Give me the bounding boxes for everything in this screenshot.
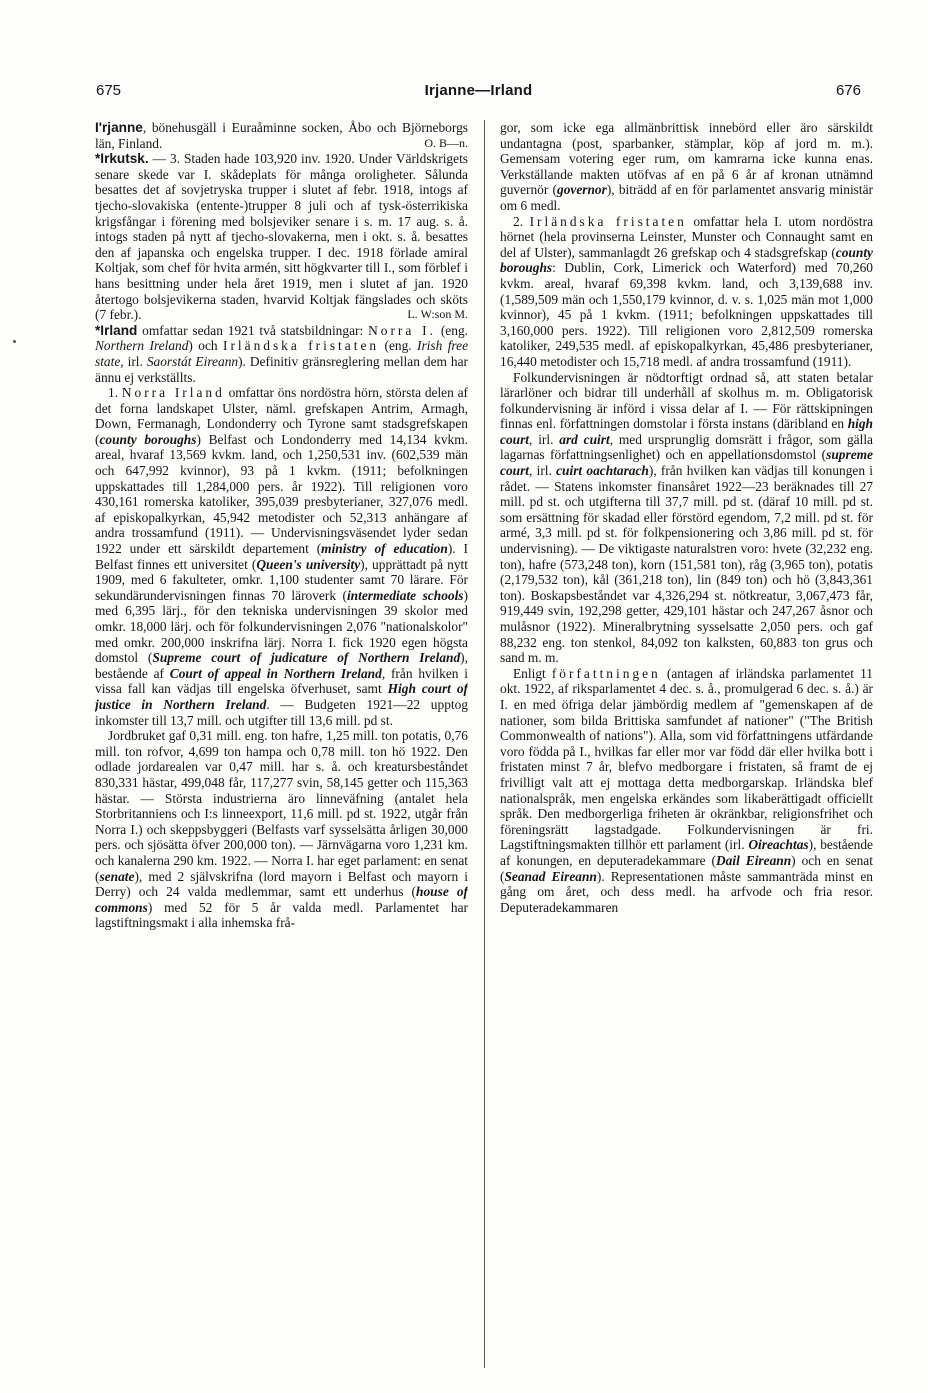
margin-speck: [13, 340, 16, 343]
spaced-term: författningen: [551, 665, 661, 681]
italic-term: Dail Eireann: [716, 852, 792, 868]
headword-irland: *Irland: [95, 322, 138, 338]
entry-text: Jordbruket gaf 0,31 mill. eng. ton hafre, 1,25 mill. ton potatis, 0,76 mill. ton rofvor, 4,699 ton hampa och 0,78 mill. ton hö 1922. Den odlade jordarealen var 0,47 mill. har s. å. och kreatursbeståndet 830,331 hästar, 499,048 får, 117,277 svin, 58,145 getter och 115,363 hästar. — Största industrierna äro linneväfning (antalet hela Storbritanniens och I:s linneexport, 11,6 mill. pd st. 1922, utgår från Norra I.) och skeppsbyggeri (Belfasts varf sysselsätta årligen 30,000 pers. och sjösätta öfver 200,000 ton). — Järnvägarna voro 1,231 km. och kanalerna 290 km. 1922. — Norra I. har eget parlament: en senat (: [95, 728, 468, 884]
entry-text: ) Belfast och Londonderry med 14,134 kvkm. areal, hvaraf 13,569 kvkm. land, och 1,250,531 inv. (602,539 män och 647,992 kvinnor), 93 på 1 kvkm. (1911; befolkningen uppskattades till 1,284,000 pers. år 1922). Till religionen voro 430,161 romerska katoliker, 395,039 presbyterianer, 327,076 medl. af episkopalkyrkan, 45,942 metodister och 52,313 anhängare af andra trossamfund (1911). — Undervisningsväsendet lyder sedan 1922 under ett särskildt departement (: [95, 431, 468, 557]
author-signature: L. W:son M.: [407, 307, 468, 322]
italic-term: intermediate schools: [346, 587, 464, 603]
headword-irkutsk: *Irkutsk.: [95, 151, 149, 167]
italic-term: Northern Ireland: [95, 338, 189, 354]
paragraph-norra-irland: [95, 385, 468, 728]
column-rule: [484, 120, 485, 1368]
entry-text: ). Definitiv gränsreglering mellan dem har ännu ej verkställts.: [95, 353, 468, 385]
entry-text: ) och: [188, 338, 223, 354]
italic-term: Saorstát Eireann: [146, 353, 239, 369]
entry-text: (eng.: [435, 322, 468, 338]
entry-text: (eng.: [379, 338, 418, 354]
italic-term: Court of appeal in Northern Ireland: [169, 665, 382, 681]
entry-text: ), bestående af: [95, 650, 468, 681]
entry-text: , med ursprunglig domsrätt i frågor, som gälla lagarnas författningsenlighet) och en appellationsdomstol (: [500, 431, 873, 463]
italic-term: high court: [500, 416, 873, 447]
entry-text: ), bestående af konungen, en deputeradekammare (: [500, 837, 873, 868]
paragraph-folkundervisning: [500, 370, 873, 666]
entry-text: ), från hvilken kan vädjas till konungen i rådet. — Statens inkomster finansåret 1922—23 beräknades till 27 mill. pd st. och utgifterna till 37,7 mill. pd st. (däraf 10 mill. pd st. som ersättning för skadad eller förstörd egendom, 7,2 mill. pd st. för armé, 3,3 mill. pd st. för folkpensionering och 3,86 mill. pd st. för undervisning). — De viktigaste naturalstren voro: hvete (32,232 eng. ton), hafre (573,248 ton), korn (151,581 ton), råg (3,965 ton), potatis (2,179,532 ton), kål (361,218 ton), lin (849 ton) och hö (3,843,361 ton). Boskapsbeståndet var 4,326,294 st. nötkreatur, 3,067,473 får, 919,449 svin, 192,298 getter, 429,101 hästar och 247,267 åsnor och mulåsnor (1922). Mineralbrytning sysselsatte 2,050 pers. och gaf 88,232 eng. ton stenkol, 84,092 ton kalksten, 60,883 ton grus och sand m. m.: [500, 463, 873, 666]
entry-text: , irl.: [529, 431, 560, 447]
entry-text: . — Budgeten 1921—22 upptog inkomster till 13,7 mill. och utgifter till 13,6 mill. pd st.: [95, 696, 468, 728]
right-column: [500, 120, 873, 1370]
italic-term: Seanad Eireann: [504, 868, 597, 884]
italic-term: cuirt oachtarach: [556, 463, 649, 479]
entry-text: , irl.: [529, 463, 557, 479]
spaced-term: Norra Irland: [121, 385, 225, 401]
italic-term: house of commons: [95, 884, 468, 915]
page-number-right: 676: [835, 82, 861, 99]
entry-text: ), upprättadt på nytt 1909, med 6 fakulteter, omkr. 1,100 studenter samt 70 lärare. För sekundärundervisningen finnas 70 läroverk (: [95, 556, 468, 603]
page-number-left: 675: [96, 82, 122, 99]
italic-term: senate: [99, 868, 135, 884]
entry-text: (antagen af irländska parlamentet 11 okt. 1922, af riksparlamentet 4 dec. s. å., promulgerad 6 dec. s. å.) är I. en med öfriga delar jämbördig medlem af "gemenskapen af de nationer, som bilda Brittiska samfundet af nationer" ("The British Commonwealth of nations"). Alla, som vid författningens utfärdande voro födda på I., hvilkas far eller mor var född där eller hvilka bott i fristaten minst 7 år, blefvo medborgare i fristaten, så framt de ej frivilligt valt att ej mottaga detta medborgarskap. Irländska blef nationalspråk, men engelska erkändes som likaberättigadt officiellt språk. Den medborgerliga friheten är okränkbar, religionsfrihet och föreningsrätt lagstadgade. Folkundervisningen är fri. Lagstiftningsmakten tillhör ett parlament (irl.: [500, 665, 873, 853]
entry-text: Folkundervisningen är nödtorftigt ordnad så, att staten betalar lärarlöner och bidrar till underhåll af skolhus m. m. Obligatorisk folkundervisning är införd i vissa delar af I. — För rättskipningen finnas enl. författningen domstolar i första instans (däribland en: [500, 369, 873, 432]
entry-irkutsk: [95, 151, 468, 323]
entry-irland: [95, 323, 468, 385]
italic-term: Supreme court of judicature of Northern Ireland: [152, 650, 461, 666]
paragraph-jordbruket: [95, 728, 468, 931]
entry-text: ). I Belfast finnes ett universitet (: [95, 541, 468, 572]
entry-text: omfattar sedan 1921 två statsbildningar:: [137, 322, 369, 338]
left-column: [95, 120, 468, 1370]
italic-term: county boroughs: [99, 431, 197, 447]
entry-irjanne: [95, 120, 468, 151]
entry-text: ) och en senat (: [500, 852, 873, 884]
italic-term: supreme court: [500, 447, 873, 479]
paragraph-fristaten: [500, 214, 873, 370]
italic-term: governor: [557, 182, 607, 198]
entry-text: Enligt: [513, 665, 552, 681]
entry-text: ), med 2 självskrifna (lord mayorn i Belfast och mayorn i Derry) och 24 valda medlemmar, samt ett underhus (: [95, 868, 468, 900]
italic-term: High court of justice in Northern Ireland: [95, 681, 468, 712]
spaced-term: Norra I.: [368, 322, 436, 338]
italic-term: Irish free state: [95, 338, 468, 369]
author-signature: O. B—n.: [424, 135, 468, 150]
entry-text: , irl.: [120, 353, 147, 369]
page-header: [96, 82, 861, 106]
entry-text: omfattar hela I. utom nordöstra hörnet (hela provinserna Leinster, Munster och Connaught samt en del af Ulster), sammanlagdt 26 grefskap och 4 stadsgrefskap (: [500, 213, 873, 260]
italic-term: Queen's university: [256, 556, 361, 572]
entry-text: , från hvilken i vissa fall kan vädjas till engelska öfverhuset, samt: [95, 665, 468, 697]
section-number: 2.: [513, 213, 530, 229]
running-title: Irjanne—Irland: [424, 82, 533, 99]
italic-term: ard cuirt: [559, 431, 610, 447]
paragraph-continuation: [500, 120, 873, 214]
entry-text: omfattar öns nordöstra hörn, största delen af det forna landskapet Ulster, näml. grefskapen Antrim, Armagh, Down, Fermanagh, Londonderry och Tyrone samt stadsgrefskapen (: [95, 385, 468, 447]
paragraph-forfattningen: [500, 666, 873, 916]
entry-text: , bönehusgäll i Euraåminne socken, Åbo och Björneborgs län, Finland.: [95, 120, 468, 151]
entry-text: ) med 6,395 lärj., för den tekniska undervisningen 39 skolor med omkr. 18,000 lärj. och för folkundervisningen 2,076 "nationalskolor" med omkr. 200,000 inskrifna lärj. Norra I. fick 1920 egen högsta domstol (: [95, 587, 468, 666]
entry-text: ) med 52 för 5 år valda medl. Parlamentet har lagstiftningsmakt i alla inhemska frå-: [95, 899, 468, 931]
italic-term: ministry of education: [321, 541, 448, 557]
italic-term: county boroughs: [500, 244, 873, 276]
spaced-term: Irländska fristaten: [223, 338, 380, 354]
italic-term: Oireachtas: [748, 837, 809, 853]
entry-text: : Dublin, Cork, Limerick och Waterford) med 70,260 kvkm. areal, hvaraf 69,398 kvkm. land, och 3,139,688 inv. (1,589,509 män och 1,550,179 kvinnor, d. v. s. 1,025 män mot 1,000 kvinnor), 45 på 1 kvkm. (1911; befolkningen uppskattades till 3,160,000 pers. 1922). Till religionen voro 2,812,509 romerska katoliker, 249,535 medl. af episkopalkyrkan, 45,486 presbyterianer, 16,440 metodister och 15,718 medl. af andra trossamfund (1911).: [500, 260, 873, 369]
entry-text: ), biträdd af en för parlamentet ansvarig ministär om 6 medl.: [500, 182, 873, 213]
headword-irjanne: I'rjanne: [95, 120, 143, 135]
spaced-term: Irländska fristaten: [529, 213, 687, 229]
entry-text: ). Representationen måste sammanträda minst en gång om året, och dess medl. ha arfvode och fria resor. Deputeradekammaren: [500, 868, 873, 915]
section-number: 1.: [108, 385, 122, 401]
entry-text: gor, som icke ega allmänbrittisk innebörd eller äro särskildt undantagna (post, sparbanker, stämplar, köp af jord m. m.). Gemensam votering eger rum, om kamrarna icke kunna enas. Verkställande makten utöfvas af en på 6 år af kronan utnämnd guvernör (: [500, 120, 873, 198]
entry-text: — 3. Staden hade 103,920 inv. 1920. Under Världskrigets senare skede var I. skådeplats för många oroligheter. Sålunda besattes det af sovjetryska trupper i slutet af febr. 1918, intogs af tjecho-slovakiska (entente-)trupper 8 juli och af tysk-österrikiska krigsfångar i förening med bolsjeviker senare i s. m. 17 aug. s. å. intogs staden på nytt af tjecho-slovakerna, men i okt. s. å. besattes den af japanska och engelska trupper. I dec. 1918 förlade amiral Koltjak, som chef för hvita armén, sitt högkvarter till I., som förblef i hans besittning under hela året 1919, men i slutet af jan. 1920 återtogo bolsjevikerna staden, hvarvid Koltjak fängslades och sköts (7 febr.).: [95, 151, 468, 323]
